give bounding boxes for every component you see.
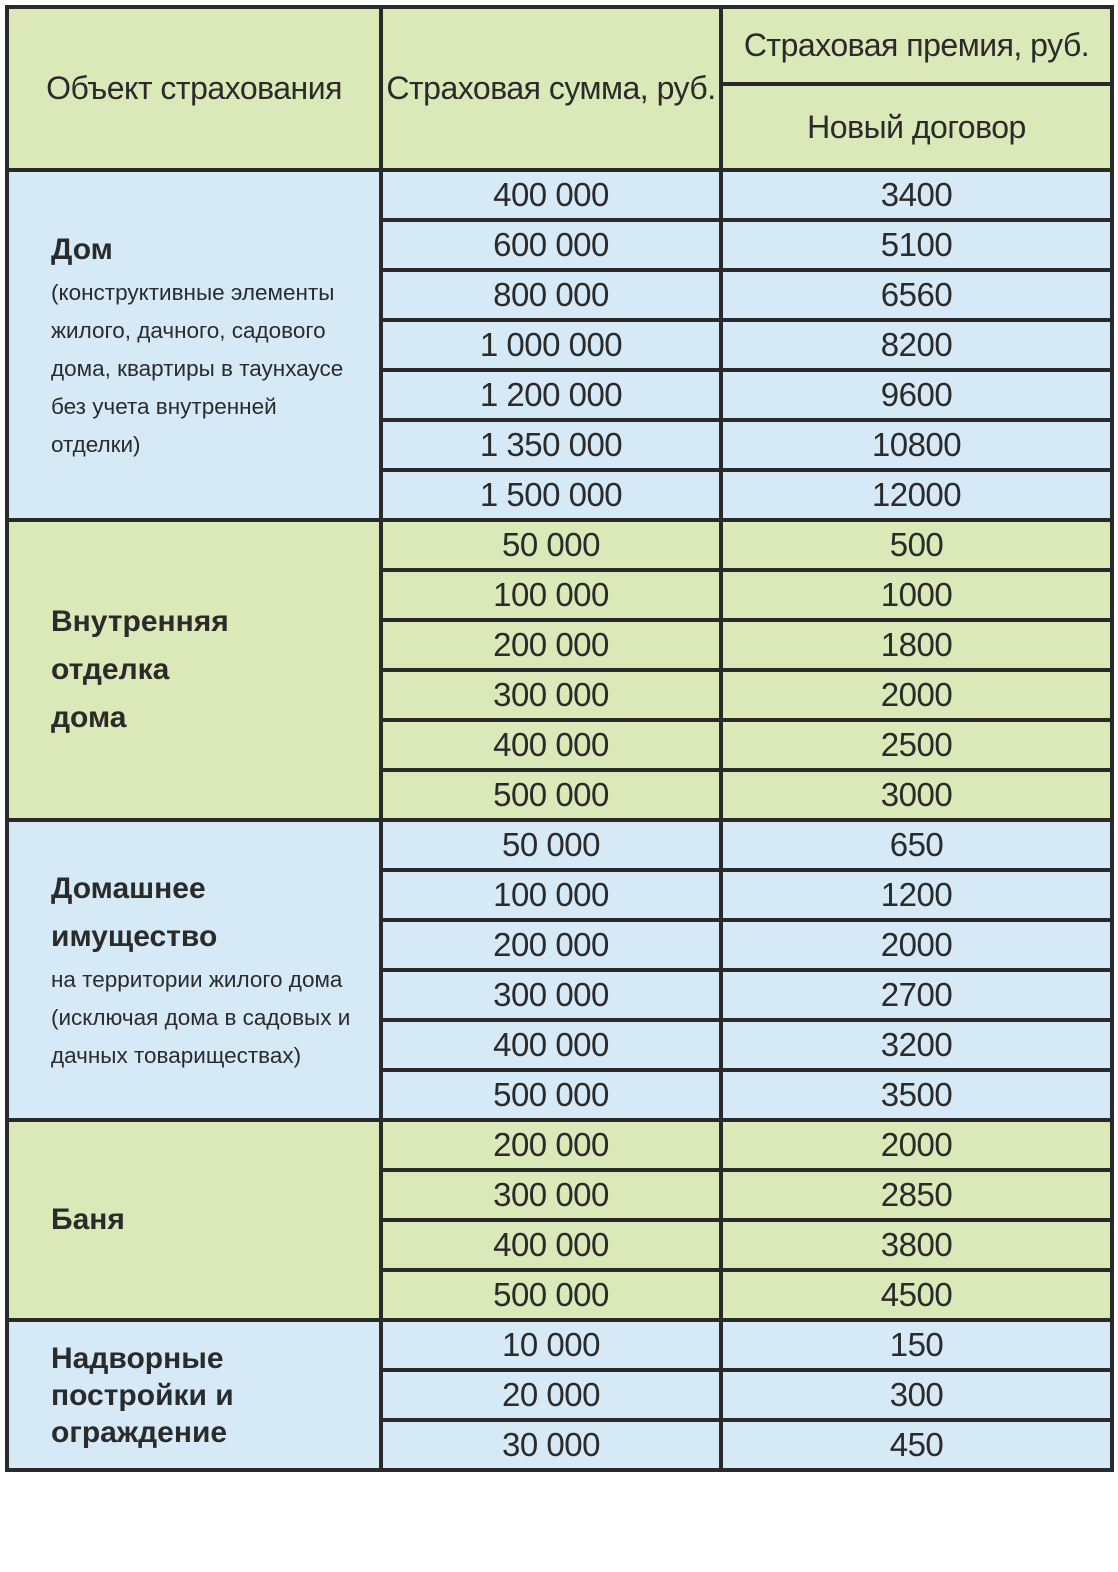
sum-cell: 1 200 000 [381,370,721,420]
table-row [7,520,1112,570]
premium-cell: 3400 [721,170,1112,220]
premium-cell: 2500 [721,720,1112,770]
table-row [7,1120,1112,1170]
object-cell [7,1120,381,1320]
object-title: Надворные постройки и ограждение [51,1341,234,1449]
object-description: (конструктивные элементы жилого, дачного, садового дома, квартиры в таунхаусе без учета внутренней отделки) [51,280,344,457]
object-cell [7,820,381,1120]
premium-cell: 2000 [721,1120,1112,1170]
sum-cell: 400 000 [381,1220,721,1270]
sum-cell: 500 000 [381,1070,721,1120]
premium-cell: 1000 [721,570,1112,620]
sum-cell: 400 000 [381,720,721,770]
premium-cell: 12000 [721,470,1112,520]
sum-cell: 300 000 [381,670,721,720]
premium-cell: 4500 [721,1270,1112,1320]
premium-cell: 450 [721,1420,1112,1470]
table-body [7,170,1112,1470]
sum-cell: 400 000 [381,1020,721,1070]
premium-cell: 9600 [721,370,1112,420]
object-description: на территории жилого дома (исключая дома в садовых и дачных товариществах) [51,967,351,1068]
object-cell [7,1320,381,1470]
header-sum: Страховая сумма, руб. [381,7,721,170]
sum-cell: 50 000 [381,820,721,870]
premium-cell: 3000 [721,770,1112,820]
object-title: Внутренняя отделка дома [51,605,229,734]
header-new-contract: Новый договор [721,84,1112,170]
premium-cell: 150 [721,1320,1112,1370]
table-row [7,1320,1112,1370]
sum-cell: 200 000 [381,1120,721,1170]
sum-cell: 500 000 [381,1270,721,1320]
object-title: Дом [51,233,113,266]
insurance-rates-table [5,5,1114,1472]
object-cell [7,520,381,820]
premium-cell: 3500 [721,1070,1112,1120]
premium-cell: 650 [721,820,1112,870]
table-row [7,820,1112,870]
premium-cell: 500 [721,520,1112,570]
premium-cell: 8200 [721,320,1112,370]
sum-cell: 50 000 [381,520,721,570]
sum-cell: 600 000 [381,220,721,270]
sum-cell: 300 000 [381,1170,721,1220]
sum-cell: 400 000 [381,170,721,220]
premium-cell: 10800 [721,420,1112,470]
premium-cell: 3200 [721,1020,1112,1070]
premium-cell: 2850 [721,1170,1112,1220]
premium-cell: 2000 [721,920,1112,970]
sum-cell: 20 000 [381,1370,721,1420]
premium-cell: 300 [721,1370,1112,1420]
sum-cell: 100 000 [381,870,721,920]
object-title: Баня [51,1203,125,1236]
object-title: Домашнее имущество [51,872,218,953]
sum-cell: 100 000 [381,570,721,620]
sum-cell: 200 000 [381,920,721,970]
object-cell [7,170,381,520]
table-row [7,170,1112,220]
sum-cell: 1 000 000 [381,320,721,370]
premium-cell: 2000 [721,670,1112,720]
sum-cell: 800 000 [381,270,721,320]
sum-cell: 30 000 [381,1420,721,1470]
premium-cell: 2700 [721,970,1112,1020]
sum-cell: 10 000 [381,1320,721,1370]
sum-cell: 200 000 [381,620,721,670]
header-object: Объект страхования [7,7,381,170]
premium-cell: 5100 [721,220,1112,270]
header-premium: Страховая премия, руб. [721,7,1112,84]
premium-cell: 3800 [721,1220,1112,1270]
premium-cell: 6560 [721,270,1112,320]
premium-cell: 1200 [721,870,1112,920]
sum-cell: 1 350 000 [381,420,721,470]
sum-cell: 300 000 [381,970,721,1020]
sum-cell: 500 000 [381,770,721,820]
sum-cell: 1 500 000 [381,470,721,520]
premium-cell: 1800 [721,620,1112,670]
